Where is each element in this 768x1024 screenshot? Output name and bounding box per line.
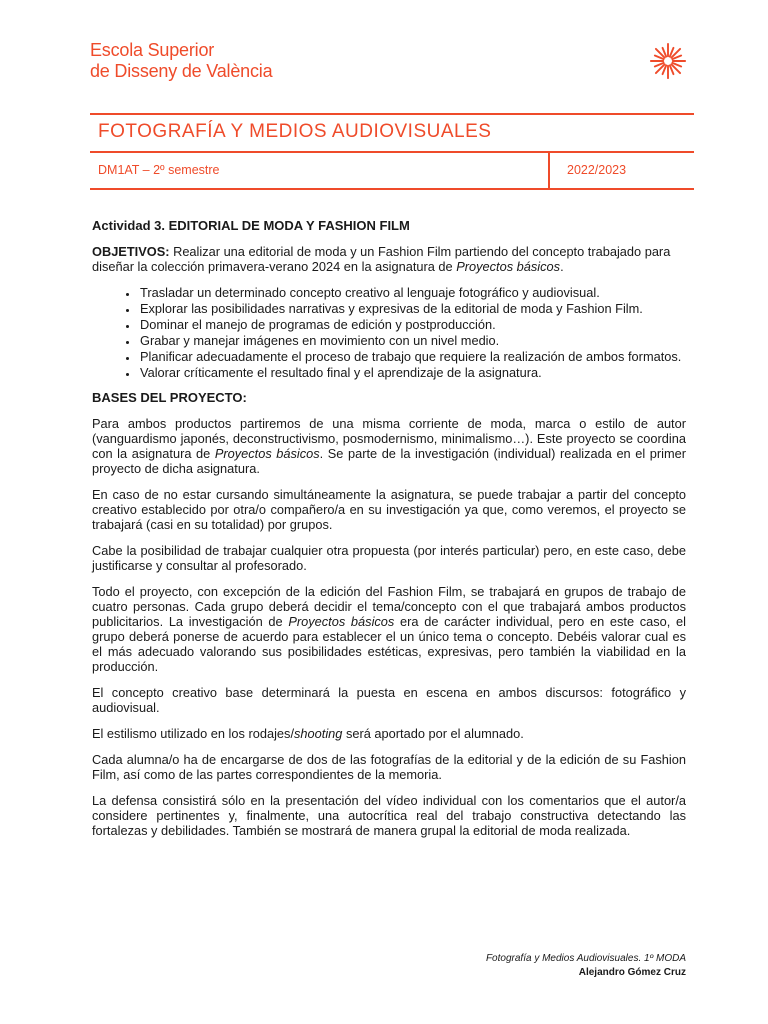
bases-p4-emphasis: Proyectos básicos	[288, 614, 395, 629]
bases-p4-end: era de carácter individual, pero en este caso, el grupo deberá ponerse de acuerdo para establecer el un único tema o concepto. Debéis valorar cual es el más adecuado valorando sus posibilidades estéticas, expresivas, pero también la viabilidad en la producción.	[92, 614, 686, 674]
bases-paragraph-8: La defensa consistirá sólo en la presentación del vídeo individual con los comentarios que el autor/a considere pertinentes y, finalmente, una autocrítica real del trabajo constructiva detectando las fortalezas y debilidades. También se mostrará de manera grupal la editorial de moda realizada.	[92, 793, 686, 838]
list-item: • Explorar las posibilidades narrativas y expresivas de la editorial de moda y Fashion Film.	[138, 301, 686, 316]
logo-line-1: Escola Superior	[90, 40, 215, 60]
top-rule	[90, 113, 694, 115]
bases-paragraph-7: Cada alumna/o ha de encargarse de dos de las fotografías de la editorial y de la edición de su Fashion Film, así como de las partes correspondientes de la memoria.	[92, 752, 686, 782]
list-item: • Planificar adecuadamente el proceso de trabajo que requiere la realización de ambos formatos.	[138, 349, 686, 364]
bases-p4-text: Todo el proyecto, con excepción de la edición del Fashion Film, se trabajará en grupos de trabajo de cuatro personas. Cada grupo deberá decidir el tema/concepto con el que trabajará ambos productos publicitarios. La investigación de	[92, 584, 686, 629]
document-title: FOTOGRAFÍA Y MEDIOS AUDIOVISUALES	[98, 121, 492, 142]
bases-p6-emphasis: shooting	[294, 726, 343, 741]
bases-paragraph-2: En caso de no estar cursando simultáneamente la asignatura, se puede trabajar a partir del concepto creativo establecido por otra/o compañero/a en su investigación ya que, como veremos, el proyecto se trabajará (casi en su totalidad) por grupos.	[92, 487, 686, 532]
bases-paragraph-4	[92, 584, 686, 674]
bases-p6-end: será aportado por el alumnado.	[342, 726, 524, 741]
objectives-label: OBJETIVOS:	[92, 244, 170, 259]
bases-p1-end: . Se parte de la investigación (individual) realizada en el primer proyecto de dicha asignatura.	[92, 446, 687, 476]
objectives-list	[92, 285, 686, 380]
sunburst-icon	[649, 42, 687, 80]
list-item: • Trasladar un determinado concepto creativo al lenguaje fotográfico y audiovisual.	[138, 285, 686, 300]
academic-year: 2022/2023	[567, 163, 627, 177]
objectives-end: .	[560, 259, 564, 274]
bases-p1-text: Para ambos productos partiremos de una misma corriente de moda, marca o estilo de autor (vanguardismo japonés, deconstructivismo, posmodernismo, minimalismo…). Este proyecto se coordina con la asignatura de	[92, 416, 686, 461]
course-code: DM1AT – 2º semestre	[98, 163, 220, 177]
activity-title: Actividad 3. EDITORIAL DE MODA Y FASHION FILM	[92, 218, 410, 233]
bases-paragraph-3: Cabe la posibilidad de trabajar cualquier otra propuesta (por interés particular) pero, en este caso, debe justificarse y consultar al profesorado.	[92, 543, 686, 573]
title-rule	[90, 151, 694, 153]
footer-course: Fotografía y Medios Audiovisuales. 1º MODA	[485, 953, 686, 964]
list-item: • Valorar críticamente el resultado final y el aprendizaje de la asignatura.	[138, 365, 686, 380]
objectives-text: Realizar una editorial de moda y un Fashion Film partiendo del concepto trabajado para diseñar la colección primavera-verano 2024 en la asignatura de	[92, 244, 671, 274]
list-item: • Dominar el manejo de programas de edición y postproducción.	[138, 317, 686, 332]
info-rule	[90, 188, 694, 190]
bases-paragraph-1	[92, 416, 686, 476]
bases-paragraph-6	[92, 726, 686, 741]
info-separator	[548, 152, 550, 189]
bases-p6-text: El estilismo utilizado en los rodajes/	[92, 726, 295, 741]
objectives-emphasis: Proyectos básicos	[456, 259, 561, 274]
objectives-paragraph	[92, 244, 686, 274]
logo-line-2: de Disseny de València	[90, 61, 273, 81]
bases-p1-emphasis: Proyectos básicos	[214, 446, 320, 461]
document-body	[92, 218, 686, 849]
page-footer	[486, 952, 686, 980]
school-logo	[90, 40, 272, 82]
footer-author: Alejandro Gómez Cruz	[578, 967, 686, 978]
list-item: • Grabar y manejar imágenes en movimiento con un nivel medio.	[138, 333, 686, 348]
bases-paragraph-5: El concepto creativo base determinará la puesta en escena en ambos discursos: fotográfico y audiovisual.	[92, 685, 686, 715]
bases-heading: BASES DEL PROYECTO:	[92, 390, 247, 405]
